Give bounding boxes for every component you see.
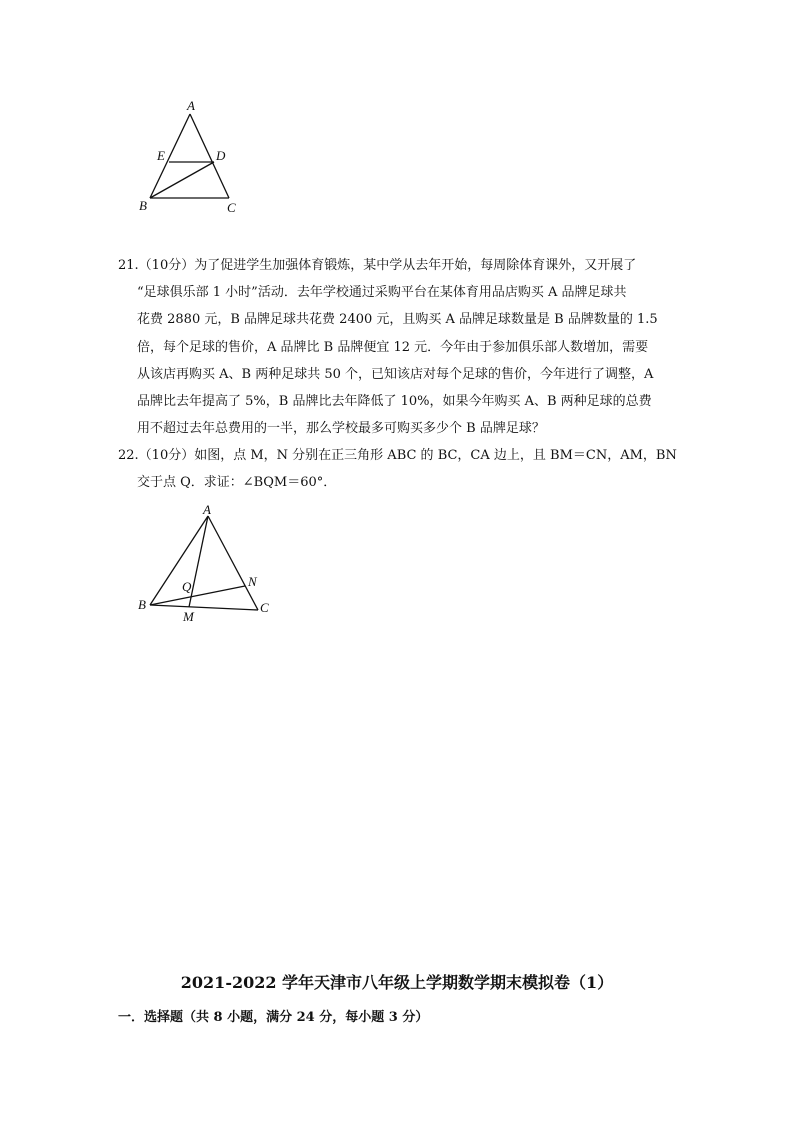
segment-ac: [208, 516, 258, 610]
segment-bc: [150, 605, 258, 610]
figure-triangle-abc-q: [132, 502, 282, 631]
label-m: M: [183, 609, 194, 624]
problem-22: [118, 442, 678, 496]
figure-triangle-abc-ed: [135, 96, 245, 222]
section-heading: 一．选择题（共 8 小题，满分 24 分，每小题 3 分）: [118, 1010, 429, 1025]
problem-22-line: 22.（10分）如图，点 M，N 分别在正三角形 ABC 的 BC，CA 边上，且 BM＝CN，AM，BN: [118, 448, 677, 463]
problem-22-line: 交于点 Q．求证：∠BQM＝60°．: [137, 475, 337, 491]
label-q: Q: [182, 579, 192, 594]
segment-bd: [150, 162, 214, 198]
problem-21-line: 品牌比去年提高了 5%，B 品牌比去年降低了 10%，如果今年购买 A、B 两种足球的总费: [137, 394, 652, 410]
problem-21: [118, 252, 678, 442]
problem-21-line: 倍，每个足球的售价，A 品牌比 B 品牌便宜 12 元．今年由于参加俱乐部人数增加，需要: [137, 339, 649, 355]
figure-1-svg: [135, 96, 245, 218]
problem-21-line: 从该店再购买 A、B 两种足球共 50 个，已知该店对每个足球的售价，今年进行了调整，A: [137, 366, 654, 382]
problem-21-line: 21.（10分）为了促进学生加强体育锻炼，某中学从去年开始，每周除体育课外，又开展了: [118, 258, 637, 273]
label-c: C: [227, 200, 236, 215]
label-b: B: [139, 198, 147, 213]
problem-21-line: 花费 2880 元，B 品牌足球共花费 2400 元，且购买 A 品牌足球数量是 B 品牌数量的 1.5: [137, 312, 658, 328]
label-d: D: [216, 148, 226, 163]
label-c: C: [260, 600, 269, 615]
problem-21-line: 用不超过去年总费用的一半，那么学校最多可购买多少个 B 品牌足球？: [137, 421, 545, 437]
segment-bn: [150, 586, 245, 605]
segment-ab: [150, 114, 190, 198]
problem-21-line: “足球俱乐部 1 小时”活动．去年学校通过采购平台在某体育用品店购买 A 品牌足球共: [137, 285, 627, 301]
label-n: N: [248, 574, 257, 589]
label-a: A: [187, 98, 195, 113]
exam-title: 2021-2022 学年天津市八年级上学期数学期末模拟卷（1）: [180, 973, 614, 992]
label-e: E: [157, 148, 165, 163]
figure-2-svg: [132, 502, 282, 627]
label-b: B: [138, 597, 146, 612]
label-a: A: [203, 502, 211, 517]
